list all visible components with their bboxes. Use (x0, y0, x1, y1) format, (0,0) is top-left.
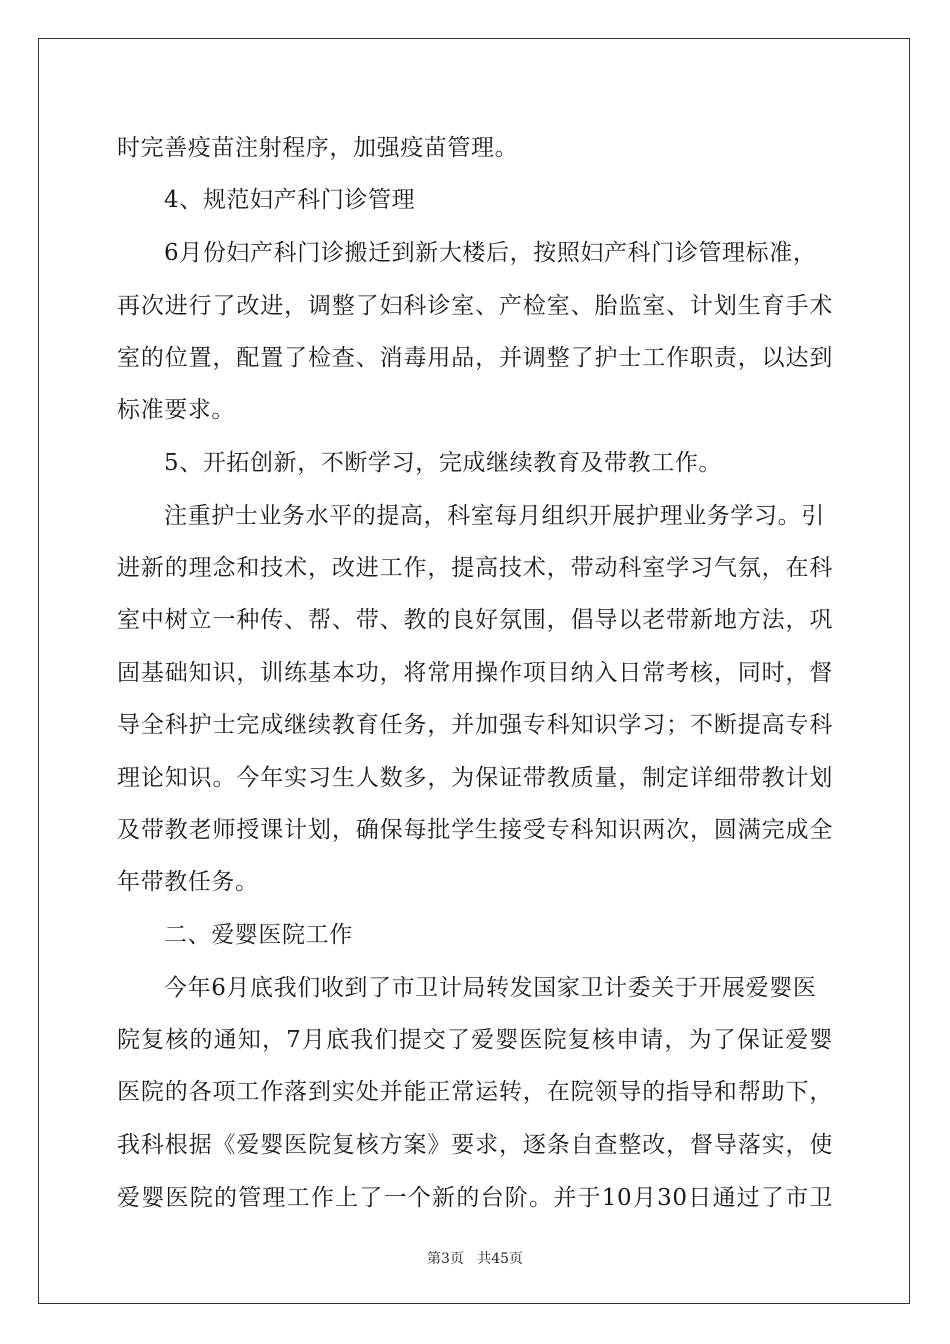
text-line: 导全科护士完成继续教育任务，并加强专科知识学习；不断提高专科 (117, 712, 833, 738)
text-line: 注重护士业务水平的提高，科室每月组织开展护理业务学习。引 (164, 503, 825, 529)
text-line: 年带教任务。 (117, 869, 259, 895)
text-line: 再次进行了改进，调整了妇科诊室、产检室、胎监室、计划生育手术 (117, 293, 833, 319)
text-line: 理论知识。今年实习生人数多，为保证带教质量，制定详细带教计划 (117, 765, 833, 791)
text-line: 室中树立一种传、帮、带、教的良好氛围，倡导以老带新地方法，巩 (117, 607, 833, 633)
text-line: 爱婴医院的管理工作上了一个新的台阶。并于10月30日通过了市卫 (117, 1185, 833, 1211)
text-line: 院复核的通知，7月底我们提交了爱婴医院复核申请，为了保证爱婴 (117, 1027, 833, 1053)
text-line: 标准要求。 (117, 397, 235, 423)
section-heading: 二、爱婴医院工作 (164, 922, 353, 948)
text-line: 固基础知识，训练基本功，将常用操作项目纳入日常考核，同时，督 (117, 660, 833, 686)
text-line: 6月份妇产科门诊搬迁到新大楼后，按照妇产科门诊管理标准， (164, 240, 817, 266)
text-line: 今年6月底我们收到了市卫计局转发国家卫计委关于开展爱婴医 (164, 975, 817, 1001)
page-number-footer: 第3页 共45页 (426, 1251, 524, 1267)
text-line: 时完善疫苗注射程序，加强疫苗管理。 (117, 135, 519, 161)
text-line: 室的位置，配置了检查、消毒用品，并调整了护士工作职责，以达到 (117, 345, 833, 371)
section-heading: 5、开拓创新，不断学习，完成继续教育及带教工作。 (164, 450, 723, 476)
text-line: 医院的各项工作落到实处并能正常运转，在院领导的指导和帮助下， (117, 1079, 833, 1105)
text-line: 及带教老师授课计划，确保每批学生接受专科知识两次，圆满完成全 (117, 817, 833, 843)
section-heading: 4、规范妇产科门诊管理 (164, 187, 416, 213)
text-line: 我科根据《爱婴医院复核方案》要求，逐条自查整改，督导落实，使 (117, 1132, 833, 1158)
text-line: 进新的理念和技术，改进工作，提高技术，带动科室学习气氛，在科 (117, 555, 833, 581)
